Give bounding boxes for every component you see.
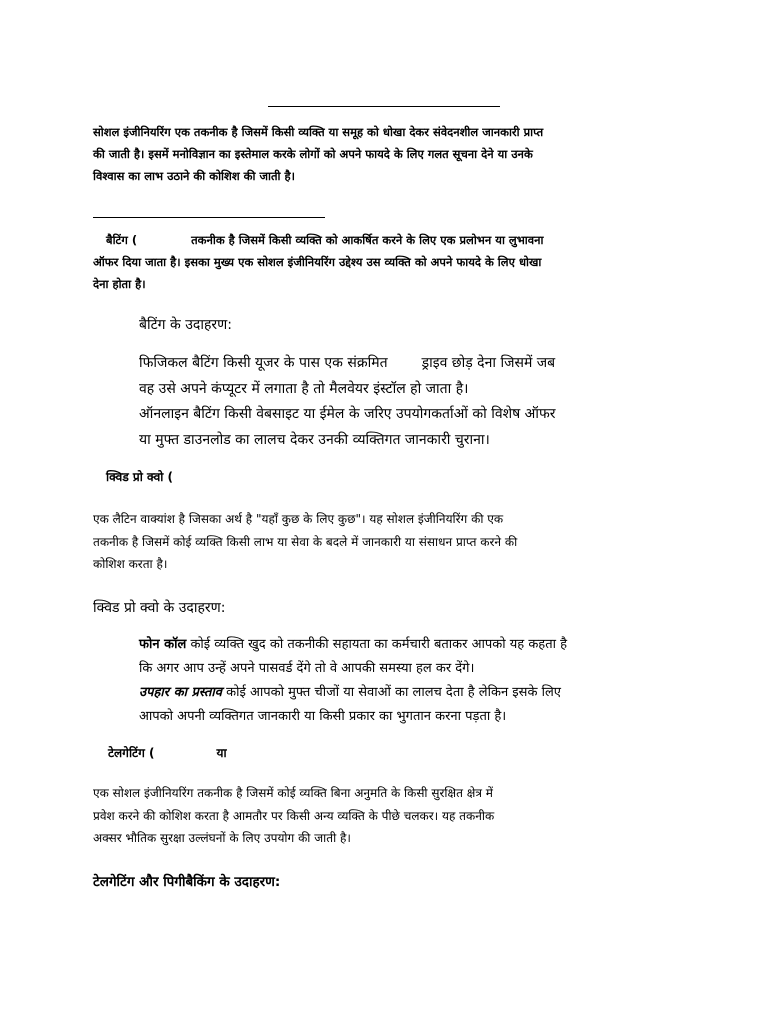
intro-line: सोशल इंजीनियरिंग एक तकनीक है जिसमें किसी व्यक्ति या समूह को धोखा देकर संवेदनशील जानकारी प्राप्त xyxy=(93,125,544,139)
baiting-line xyxy=(93,229,673,251)
quid-pro-quo-heading: क्विड प्रो क्वो ( xyxy=(106,470,174,484)
section-underline xyxy=(93,217,325,218)
tailgating-heading-word: टेलगेटिंग ( xyxy=(108,746,155,760)
tailgating-heading xyxy=(108,742,227,764)
physical-baiting-text-cont: ड्राइव छोड़ देना जिसमें जब xyxy=(421,355,556,371)
qpq-example-line xyxy=(139,633,679,657)
tailgating-paragraph xyxy=(93,782,673,850)
quid-pro-quo-line: तकनीक है जिसमें कोई व्यक्ति किसी लाभ या सेवा के बदले में जानकारी या संसाधन प्राप्त करने की xyxy=(93,534,518,549)
qpq-example-line: कि अगर आप उन्हें अपने पासवर्ड देंगे तो वे आपकी समस्या हल कर देंगे। xyxy=(139,661,475,676)
baiting-line: ऑफर दिया जाता है। इसका मुख्य एक सोशल इंजीनियरिंग उद्देश्य उस व्यक्ति को अपने फायदे के लिए धोखा xyxy=(93,255,542,269)
baiting-example-line: या मुफ्त डाउनलोड का लालच देकर उनकी व्यक्तिगत जानकारी चुराना। xyxy=(139,431,490,448)
intro-line: विश्वास का लाभ उठाने की कोशिश की जाती है। xyxy=(93,169,296,183)
baiting-line: देना होता है। xyxy=(93,277,146,291)
baiting-example-line: वह उसे अपने कंप्यूटर में लगाता है तो मैलवेयर इंस्टॉल हो जाता है। xyxy=(139,380,469,397)
qpq-example-line xyxy=(139,681,679,705)
baiting-paragraph xyxy=(93,229,673,295)
quid-pro-quo-examples-body xyxy=(139,633,679,729)
physical-baiting-text: फिजिकल बैटिंग किसी यूजर के पास एक संक्रमित xyxy=(139,355,388,371)
gift-offer-text: कोई आपको मुफ्त चीजों या सेवाओं का लालच देता है लेकिन इसके लिए xyxy=(226,685,561,700)
quid-pro-quo-line: एक लैटिन वाक्यांश है जिसका अर्थ है "यहाँ कुछ के लिए कुछ"। यह सोशल इंजीनियरिंग की एक xyxy=(93,512,504,526)
intro-paragraph xyxy=(93,121,673,187)
tailgating-line: प्रवेश करने की कोशिश करता है आमतौर पर किसी अन्य व्यक्ति के पीछे चलकर। यह तकनीक xyxy=(93,808,495,823)
baiting-examples-title: बैटिंग के उदाहरण: xyxy=(139,317,232,333)
baiting-example-line xyxy=(139,351,679,377)
qpq-example-line: आपको अपनी व्यक्तिगत जानकारी या किसी प्रकार का भुगतान करना पड़ता है। xyxy=(139,709,507,724)
phone-call-label: फोन कॉल xyxy=(139,637,187,652)
quid-pro-quo-examples-title: क्विड प्रो क्वो के उदाहरण: xyxy=(93,600,226,616)
gift-offer-label: उपहार का प्रस्ताव xyxy=(139,685,222,700)
tailgating-line: एक सोशल इंजीनियरिंग तकनीक है जिसमें कोई व्यक्ति बिना अनुमति के किसी सुरक्षित क्षेत्र में xyxy=(93,786,493,800)
baiting-line-text: तकनीक है जिसमें किसी व्यक्ति को आकर्षित करने के लिए एक प्रलोभन या लुभावना xyxy=(191,233,544,247)
baiting-heading-word: बैटिंग ( xyxy=(106,233,138,247)
phone-call-text: कोई व्यक्ति खुद को तकनीकी सहायता का कर्मचारी बताकर आपको यह कहता है xyxy=(190,637,568,652)
tailgating-heading-or: या xyxy=(216,746,227,760)
tailgating-examples-title: टेलगेटिंग और पिगीबैकिंग के उदाहरण: xyxy=(93,874,281,890)
tailgating-line: अक्सर भौतिक सुरक्षा उल्लंघनों के लिए उपयोग की जाती है। xyxy=(93,831,351,845)
intro-line: की जाती है। इसमें मनोविज्ञान का इस्तेमाल करके लोगों को अपने फायदे के लिए गलत सूचना देने या उनके xyxy=(93,147,533,161)
baiting-examples-body xyxy=(139,351,679,453)
quid-pro-quo-line: कोशिश करता है। xyxy=(93,557,168,571)
baiting-example-line: ऑनलाइन बैटिंग किसी वेबसाइट या ईमेल के जरिए उपयोगकर्ताओं को विशेष ऑफर xyxy=(139,406,556,422)
title-underline xyxy=(268,106,500,107)
quid-pro-quo-paragraph xyxy=(93,508,673,576)
